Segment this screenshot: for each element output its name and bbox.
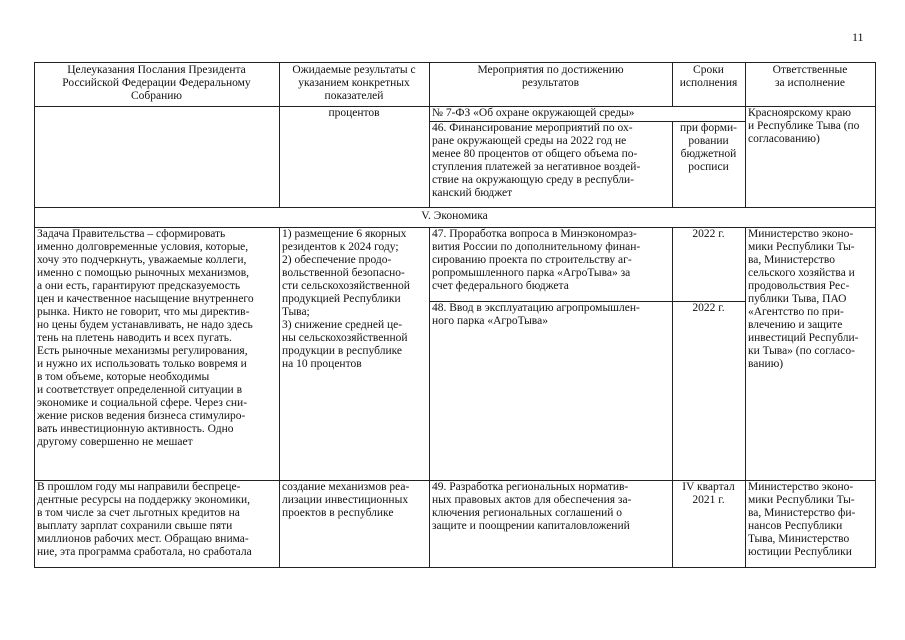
- deadline-49: IV квартал 2021 г.: [682, 481, 735, 506]
- table-rule-col4-c: [672, 227, 673, 568]
- table-rule-bottom: [34, 567, 876, 568]
- table-rule-section-top: [34, 207, 876, 208]
- table-rule-law: [429, 121, 745, 122]
- table-rule-top: [34, 62, 876, 63]
- table-rule-col3-a: [429, 62, 430, 207]
- goal-text-1: Задача Правительства – сформировать именно долговременные условия, которые, хочу это подчеркнуть, уважаемые коллеги, именно с помощью рыночных механизмов, а они есть, гарантируют предсказуемость цен и качественное насыщение внутреннего рынка. Никто не говорит, что мы директив- но цены будем устанавливать, не надо здесь тень на плетень наводить и всех пугать. Есть рыночные механизмы регулирования, и нужно их использовать только вовремя и в том объеме, которые необходимы и соответствует определенной ситуации в экономике и социальной сфере. Через сни- жение рисков ведения бизнеса стимулиро- вать инвестиционную активность. Одно другому совершенно не мешает: [37, 228, 254, 448]
- law-reference: № 7-ФЗ «Об охране окружающей среды»: [432, 107, 635, 119]
- table-rule-col2-a: [279, 62, 280, 207]
- table-rule-col4-a: [672, 62, 673, 106]
- header-goals: Целеуказания Послания Президента Российской Федерации Федеральному Собранию: [62, 64, 251, 102]
- table-rule-col3-b: [429, 227, 430, 568]
- header-responsible: Ответственные за исполнение: [772, 64, 848, 89]
- page-number: 11: [852, 30, 864, 44]
- expected-results-2: создание механизмов реа- лизации инвестиционных проектов в республике: [282, 481, 410, 519]
- responsible-1: Министерство эконо- мики Республики Ты- ва, Министерство сельского хозяйства и продовольствия Рес- публики Тыва, ПАО «Агентство по при- влечению и защите инвестиций Республи- ки Тыва» (по согласо- ванию): [748, 228, 859, 370]
- section-title: V. Экономика: [421, 210, 488, 222]
- measure-48: 48. Ввод в эксплуатацию агропромышлен- ного парка «АгроТыва»: [432, 302, 640, 327]
- table-rule-col5-b: [745, 227, 746, 568]
- header-expected-results: Ожидаемые результаты с указанием конкретных показателей: [292, 64, 416, 102]
- table-rule-col4-b: [672, 121, 673, 207]
- table-rule-measure-split: [429, 301, 745, 302]
- responsible-2: Министерство эконо- мики Республики Ты- ва, Министерство фи- нансов Республики Тыва, Министерство юстиции Республики: [748, 481, 856, 558]
- table-rule-header: [34, 106, 876, 107]
- table-rule-row-split: [34, 480, 876, 481]
- header-measures: Мероприятия по достижению результатов: [477, 64, 624, 89]
- table-rule-col2-b: [279, 227, 280, 568]
- measure-46: 46. Финансирование мероприятий по ох- ране окружающей среды на 2022 год не менее 80 процентов от общего объема по- ступления платежей за негативное воздей- ствие на окружающую среду в республи- канский бюджет: [432, 122, 641, 199]
- measure-47: 47. Проработка вопроса в Минэкономраз- вития России по дополнительному финан- сированию проекта по строительству аг- ропромышленного парка «АгроТыва» за счет федерального бюджета: [432, 228, 641, 292]
- responsible-continuation: Красноярскому краю и Республике Тыва (по согласованию): [748, 107, 860, 145]
- deadline-46: при форми- ровании бюджетной росписи: [680, 122, 737, 173]
- table-rule-left: [34, 62, 35, 568]
- header-deadlines: Сроки исполнения: [679, 64, 738, 89]
- table-rule-col5-a: [745, 62, 746, 207]
- deadline-47: 2022 г.: [692, 228, 725, 240]
- continuation-expected-result: процентов: [328, 107, 380, 119]
- expected-results-1: 1) размещение 6 якорных резидентов к 2024 году; 2) обеспечение продо- вольственной безопасно- сти сельскохозяйственной продукцией Республики Тыва; 3) снижение средней це- ны сельскохозяйственной продукции в республике на 10 процентов: [282, 228, 410, 370]
- deadline-48: 2022 г.: [692, 302, 725, 314]
- measure-49: 49. Разработка региональных норматив- ных правовых актов для обеспечения за- ключения региональных соглашений о защите и поощрении капиталовложений: [432, 481, 632, 532]
- table-rule-section-bottom: [34, 227, 876, 228]
- table-rule-right: [875, 62, 876, 568]
- goal-text-2: В прошлом году мы направили беспреце- дентные ресурсы на поддержку экономики, в том числе за счет льготных кредитов на выплату зарплат сохранили свыше пяти миллионов рабочих мест. Обращаю внима- ние, эта программа сработала, но сработала: [37, 481, 252, 558]
